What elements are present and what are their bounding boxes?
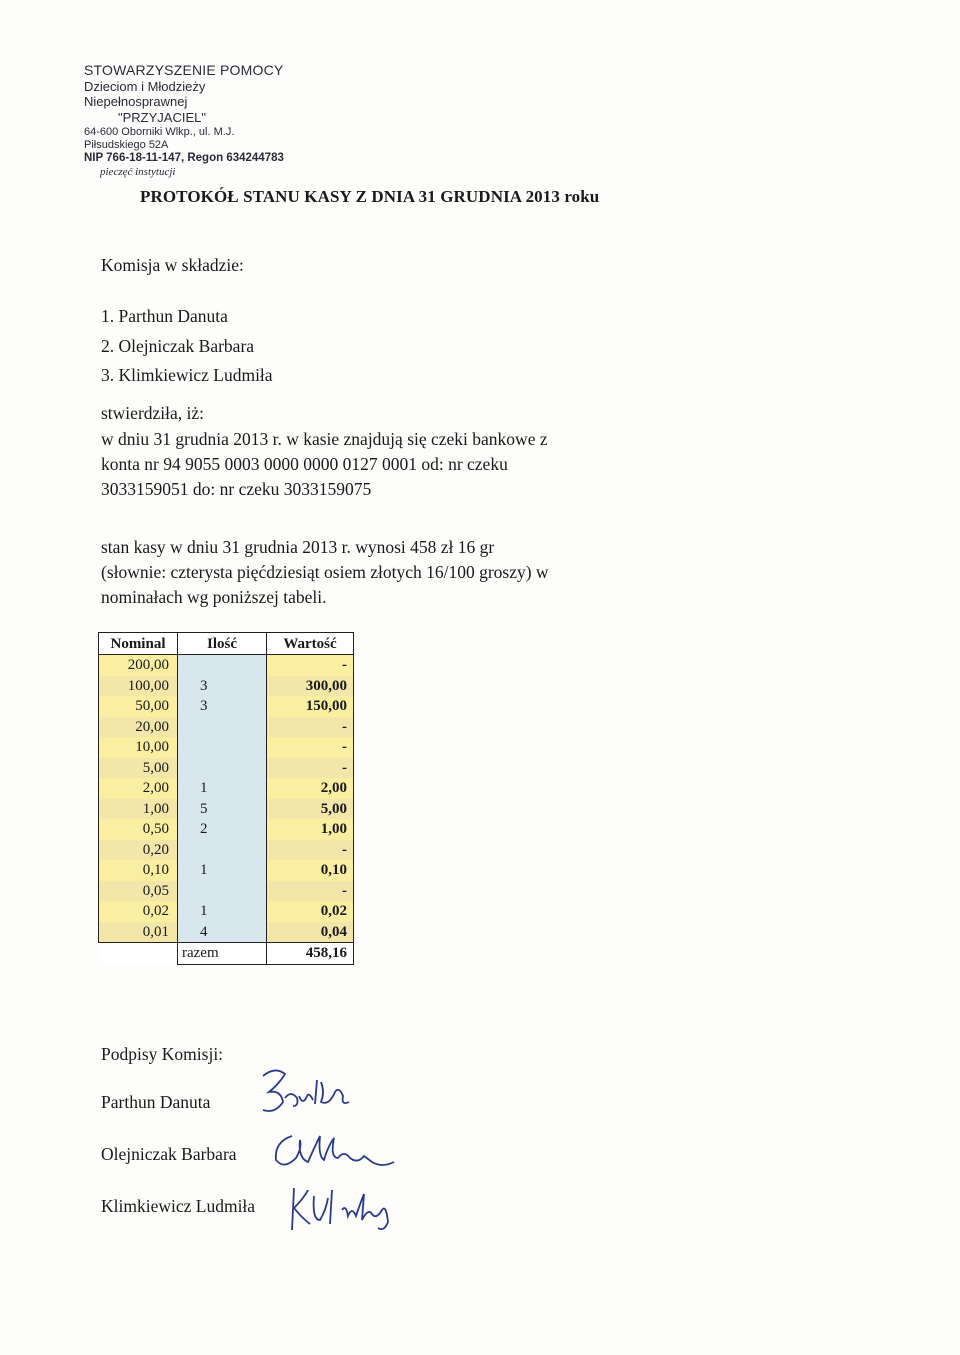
table-row [99, 840, 354, 861]
quantity-cell [178, 655, 267, 676]
signature-parthun-image [255, 1062, 365, 1124]
quantity-cell [178, 840, 267, 861]
quantity-cell [178, 881, 267, 902]
nominal-cell: 0,20 [99, 840, 178, 861]
stamp-line-4: 64-600 Oborniki Wlkp., ul. M.J. Piłsudskiego 52A [84, 125, 235, 151]
quantity-cell: 1 [178, 901, 267, 922]
table-row [99, 676, 354, 697]
table-row [99, 901, 354, 922]
quantity-cell: 1 [178, 778, 267, 799]
nominal-cell: 100,00 [99, 676, 178, 697]
value-cell: - [267, 840, 354, 861]
denomination-table [98, 632, 354, 965]
table-row [99, 758, 354, 779]
table-row [99, 655, 354, 676]
committee-member-1: 1. Parthun Danuta [101, 306, 228, 326]
quantity-cell: 3 [178, 676, 267, 697]
signatures-heading: Podpisy Komisji: [101, 1044, 224, 1064]
header-nominal: Nominal [99, 633, 178, 655]
balance-line-3: nominałach wg poniższej tabeli. [101, 587, 327, 607]
nominal-cell: 0,02 [99, 901, 178, 922]
total-label: razem [178, 943, 267, 965]
signatory-name-2: Olejniczak Barbara [101, 1144, 237, 1164]
stamp-line-1: STOWARZYSZENIE POMOCY [84, 62, 284, 78]
nominal-cell: 5,00 [99, 758, 178, 779]
table-row [99, 799, 354, 820]
value-cell: - [267, 655, 354, 676]
statement-line-2: w dniu 31 grudnia 2013 r. w kasie znajdują się czeki bankowe z [101, 429, 548, 449]
balance-line-2: (słownie: czterysta pięćdziesiąt osiem złotych 16/100 groszy) w [101, 562, 549, 582]
committee-member-3: 3. Klimkiewicz Ludmiła [101, 365, 273, 385]
value-cell: 0,10 [267, 860, 354, 881]
stamp-line-5: NIP 766-18-11-147, Regon 634244783 [84, 151, 284, 164]
stamp-line-2: Dzieciom i Młodzieży Niepełnosprawnej [84, 78, 206, 110]
quantity-cell: 5 [178, 799, 267, 820]
value-cell: 2,00 [267, 778, 354, 799]
signature-olejniczak-image [268, 1128, 408, 1180]
value-cell: 1,00 [267, 819, 354, 840]
nominal-cell: 200,00 [99, 655, 178, 676]
quantity-cell [178, 717, 267, 738]
nominal-cell: 1,00 [99, 799, 178, 820]
table-row [99, 922, 354, 943]
value-cell: 300,00 [267, 676, 354, 697]
institution-stamp [84, 62, 284, 179]
total-value: 458,16 [267, 943, 354, 965]
nominal-cell: 10,00 [99, 737, 178, 758]
value-cell: - [267, 737, 354, 758]
quantity-cell [178, 758, 267, 779]
table-row [99, 737, 354, 758]
nominal-cell: 20,00 [99, 717, 178, 738]
table-row [99, 860, 354, 881]
quantity-cell: 1 [178, 860, 267, 881]
signatory-name-3: Klimkiewicz Ludmiła [101, 1196, 256, 1216]
table-row [99, 881, 354, 902]
header-value: Wartość [267, 633, 354, 655]
value-cell: - [267, 758, 354, 779]
quantity-cell: 3 [178, 696, 267, 717]
value-cell: - [267, 717, 354, 738]
table-row [99, 778, 354, 799]
quantity-cell: 2 [178, 819, 267, 840]
signature-klimkiewicz-image [282, 1180, 402, 1240]
statement-line-3: konta nr 94 9055 0003 0000 0000 0127 0001 od: nr czeku [101, 454, 508, 474]
nominal-cell: 50,00 [99, 696, 178, 717]
value-cell: 5,00 [267, 799, 354, 820]
value-cell: 0,02 [267, 901, 354, 922]
balance-line-1: stan kasy w dniu 31 grudnia 2013 r. wynosi 458 zł 16 gr [101, 537, 495, 557]
stamp-line-3: "PRZYJACIEL" [118, 109, 206, 125]
table-row [99, 696, 354, 717]
value-cell: - [267, 881, 354, 902]
signatory-name-1: Parthun Danuta [101, 1092, 211, 1112]
nominal-cell: 2,00 [99, 778, 178, 799]
statement-line-4: 3033159051 do: nr czeku 3033159075 [101, 479, 372, 499]
value-cell: 150,00 [267, 696, 354, 717]
table-total-row [99, 943, 354, 965]
quantity-cell: 4 [178, 922, 267, 943]
table-header-row [99, 633, 354, 655]
committee-heading: Komisja w składzie: [101, 255, 244, 275]
value-cell: 0,04 [267, 922, 354, 943]
committee-member-2: 2. Olejniczak Barbara [101, 336, 255, 356]
nominal-cell: 0,10 [99, 860, 178, 881]
statement-line-1: stwierdziła, iż: [101, 403, 205, 423]
nominal-cell: 0,05 [99, 881, 178, 902]
total-spacer [99, 943, 178, 965]
table-row [99, 819, 354, 840]
stamp-caption: pieczęć instytucji [100, 165, 176, 178]
document-title: PROTOKÓŁ STANU KASY Z DNIA 31 GRUDNIA 2013 roku [140, 187, 600, 206]
nominal-cell: 0,50 [99, 819, 178, 840]
table-row [99, 717, 354, 738]
quantity-cell [178, 737, 267, 758]
nominal-cell: 0,01 [99, 922, 178, 943]
header-quantity: Ilość [178, 633, 267, 655]
